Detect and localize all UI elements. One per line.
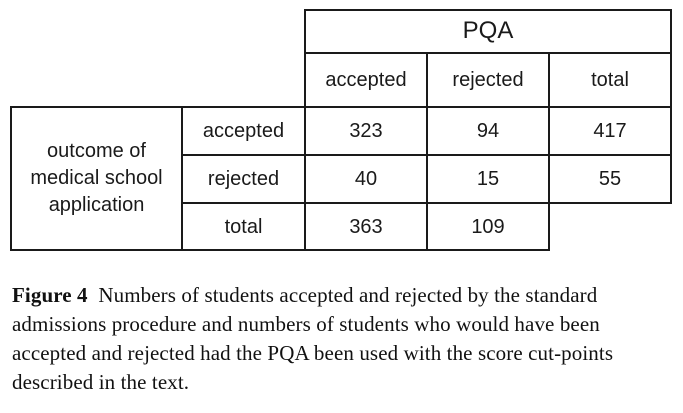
table-cell-accepted-accepted: 323 <box>349 120 383 142</box>
table-cell-total-accepted: 363 <box>349 215 383 238</box>
figure-caption-label: Figure 4 <box>12 283 88 307</box>
row-group-label-line-3: application <box>48 194 145 216</box>
col-header-rejected: rejected <box>452 69 524 91</box>
table-cell-accepted-total: 417 <box>593 120 627 142</box>
figure-caption <box>12 281 677 397</box>
row-group-label-line-2: medical school <box>30 167 163 189</box>
row-header-total: total <box>224 215 263 238</box>
row-group-label-line-1: outcome of <box>47 140 146 162</box>
col-header-total: total <box>591 69 629 91</box>
row-group-label <box>11 107 182 250</box>
figure-caption-text: Numbers of students accepted and rejected by the standard admissions procedure and numbers of students who would have been accepted and rejected had the PQA been used with the score cut-points described in the text. <box>12 283 614 394</box>
table-header-pqa: PQA <box>462 17 514 45</box>
row-header-accepted: accepted <box>202 120 285 142</box>
table-cell-total-rejected: 109 <box>471 215 505 238</box>
col-header-accepted: accepted <box>325 69 407 91</box>
table-cell-rejected-total: 55 <box>598 168 622 190</box>
table-cell-rejected-accepted: 40 <box>354 168 378 190</box>
table-cell-rejected-rejected: 15 <box>476 168 500 190</box>
table-cell-accepted-rejected: 94 <box>476 120 500 142</box>
row-header-rejected: rejected <box>207 168 280 190</box>
